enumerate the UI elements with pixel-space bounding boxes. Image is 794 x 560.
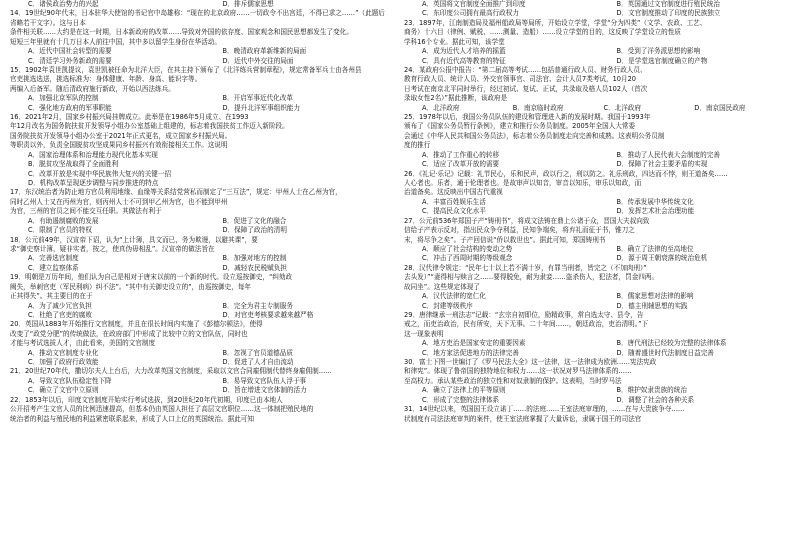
answer-option-row <box>10 104 391 113</box>
question-text-line: 19．明朝是万历年间，他们认为自己是相对于唐宋以前的一个新的时代。设立巡按御史，“纠劾政 <box>10 273 293 282</box>
answer-option-row <box>404 339 785 348</box>
question-text-line: 度的推行 <box>404 141 431 150</box>
answer-option: C．改革开放是实现中华民族伟大复兴的关键一招 <box>28 169 172 178</box>
answer-option: D．促进了人才自由流动 <box>222 358 294 367</box>
answer-option: C．杜绝了官吏的腐败 <box>28 310 92 319</box>
question-text-line: 录取女性2名）”据此推断，该政府是 <box>404 94 508 103</box>
question-text-line: 17．东汉统治者为防止地方官员利用地缘、血缘等关系结党营私而制定了“三互法”，规定：甲州人士在乙州为官， <box>10 188 342 197</box>
question-text-line: 28．汉代律令规定：“民年七十以上若不满十岁，有罪当刑者，皆完之（不加肉刑）” <box>404 263 647 272</box>
answer-option: C．限制了官员的特权 <box>28 226 92 235</box>
answer-option: B．完全为君主专制服务 <box>222 301 293 310</box>
question-text-line: 正其得失”。其主要目的在于 <box>10 292 93 301</box>
answer-option: D．排斥儒家思想 <box>222 0 274 8</box>
answer-option: C．地方家法促进地方的法律完善 <box>422 348 519 357</box>
answer-option: B．忽视了官员道德品质 <box>222 348 293 357</box>
answer-option-row <box>404 57 785 66</box>
answer-option-row <box>404 254 785 263</box>
question-text-line: 治道备矣。这反映出中国古代重视 <box>404 188 503 197</box>
question-text-line: 年12月改名为国务院扶贫开发领导小组办公室基础上组建的，标志着我国扶贫工作迈入新阶段。 <box>10 122 289 131</box>
question-text-line: 会通过《中华人民共和国公务员法》，标志着公务员制度走向完善和成熟。这表明公务员制 <box>404 131 665 140</box>
answer-option-row <box>10 217 391 226</box>
answer-option: B．加强对地方的控制 <box>222 254 287 263</box>
answer-option-row <box>404 386 785 395</box>
question-text-line: 14．19世纪90年代末，日本驻华大使馆的书记官中岛雄称：“现在的北京政府……一切政令不出宫廷，不得已求之……”（此题后省略若干文字）。这与日本 <box>10 9 385 27</box>
answer-option: A．顺应了社会结构的变动之势 <box>422 244 513 253</box>
answer-option-row <box>404 207 785 216</box>
answer-option: D．保障了社会主要矛盾的实现 <box>616 160 708 169</box>
answer-option-row <box>10 0 391 9</box>
answer-option: D．南京国民政府 <box>694 103 746 112</box>
answer-option: B．传承发展中华传统文化 <box>616 197 694 206</box>
question-text-line: 和律宪”。体现了鲁帝国的独特地位和权力……这一状况对罗马法律体系的…… <box>404 367 632 376</box>
answer-option: A．成为近代人才培养的摇篮 <box>422 47 506 56</box>
question-text-line: 人心者也。乐者，通于伦理者也。是故审声以知音，审音以知乐，审乐以知政，而 <box>404 179 642 188</box>
question-text-line: 信给子产表示反对，指出民众争夺利益，民知争端矣，将弃礼而征于书，锥刀之 <box>404 226 635 235</box>
answer-option: D．对官吏考核要求越来越严格 <box>222 310 314 319</box>
answer-option: B．促进了文化的融合 <box>222 216 287 225</box>
answer-option: C．提高民众文化水平 <box>422 207 486 216</box>
answer-option: C．确立了文官中立原则 <box>28 386 99 395</box>
answer-option: D．旨在增进文官体制的活力 <box>222 386 307 395</box>
answer-option-row <box>10 47 391 56</box>
answer-option: C．诸侯政治势力的兴起 <box>28 0 99 8</box>
answer-option: B．晚清政府革新维新的局面 <box>222 47 307 56</box>
answer-option-row <box>10 264 391 273</box>
question-text-line: 故同坐”。这些规定体现了 <box>404 282 480 291</box>
answer-option-row <box>404 396 785 405</box>
answer-option: A．为了减少冗官负担 <box>28 301 92 310</box>
question-text-line: 统治者的利益与殖民地的利益紧密联系起来，形成了人口上亿的英国统治。据此可知 <box>10 414 254 423</box>
answer-option: A．推动文官制度专业化 <box>28 348 99 357</box>
question-text-line: 23．1897年，江南制造局及福州船政局等局所，开始设立学堂，学堂“分为四类”（文学、农政、工艺、 <box>404 18 707 27</box>
answer-option: C．建立监察体系 <box>28 263 79 272</box>
answer-option: A．完善选官制度 <box>28 254 79 263</box>
question-text-line: 16．2021年2月，国家乡村振兴局挂牌成立。此举是在1986年5月成立、在1993 <box>10 113 249 122</box>
question-text-line: 短短三年里就有十几万日本人前往中国，其中多以留学生身份在华活动。 <box>10 37 221 46</box>
question-text-line: 条件相关联……大约是在这一时期，日本新政府的改革……导致对外国的依存度、国家观念和国民思想都发生了变化。 <box>10 28 353 37</box>
question-text-line: 为官，三州的官员之间不能交互任职。其做法有利于 <box>10 207 162 216</box>
answer-option-row <box>404 0 785 9</box>
answer-option: B．易导致文官队伍人浮于事 <box>222 376 307 385</box>
left-column <box>10 0 391 560</box>
answer-option: C．强化地方政府的军事职能 <box>28 103 112 112</box>
answer-option: B．开启军事近代化改革 <box>222 94 293 103</box>
answer-option-row <box>10 349 391 358</box>
answer-option-row <box>404 47 785 56</box>
answer-option: D．调整了社会的各种关系 <box>616 395 695 404</box>
answer-option: B．儒家思想对法律的影响 <box>616 292 694 301</box>
answer-option: A．确立了法律上的平等原则 <box>422 386 506 395</box>
answer-option: C．冲击了西周时期的等级观念 <box>422 254 513 263</box>
answer-option-row <box>404 245 785 254</box>
question-text-line: 等职责以外，负责全国脱贫攻坚成果同乡村振兴有效衔接相关工作。这说明 <box>10 141 228 150</box>
question-text-line: 29．唐律继承一刑法志”记载：“玄宗自初即位，励精政事，常自选太守、县令，告 <box>404 310 644 319</box>
question-text-line: 商务）十六目（律例、赋税、……测量、造船）……设立学堂的目的，这反映了学堂设立的性质 <box>404 28 681 37</box>
answer-option-row <box>404 292 785 301</box>
answer-option: A．丰富百姓娱乐生活 <box>422 197 486 206</box>
question-text-line: 至高权力。承认某些政治的独立性和对奴隶制的保护。这表明，当时罗马法 <box>404 376 622 385</box>
answer-option: D．源于周王朝衰落的统治危机 <box>616 254 708 263</box>
answer-option: D．近代中外交往的局面 <box>222 56 294 65</box>
answer-option: A．近代中国社会转型的需要 <box>28 47 112 56</box>
answer-option: A．英国将文官制度全面推广到印度 <box>422 0 526 8</box>
answer-option-row <box>404 302 785 311</box>
question-text-line: 31．14世纪以来，英国国王设立诺丁……的法庭……王室法庭审理的，……在与大贵族争夺…… <box>404 405 685 414</box>
question-text-line: 公开招考产生文官人员的比例迅速提高，但基本仍由英国人担任了高层文官职位……这一体制把殖民地的 <box>10 405 314 414</box>
answer-option: C．形成了完整的法律体系 <box>422 395 500 404</box>
answer-option: D．随着盛世时代法制度日益完善 <box>616 348 714 357</box>
answer-option: C．清廷学习外务新政的需要 <box>28 56 112 65</box>
answer-option: B．脱贫攻坚战取得了全面胜利 <box>28 160 119 169</box>
question-text-line: 颁布了《国家公务员暂行条例》，建立和推行公务员制度。2005年全国人大常委 <box>404 122 636 131</box>
answer-option: D．是学堂选官制度确立的产物 <box>616 56 708 65</box>
answer-option: C．具有近代高等教育的特征 <box>422 56 506 65</box>
question-text-line: 国务院扶贫开发领导小组办公室于2021年正式更名，成立国家乡村振兴局。 <box>10 131 232 140</box>
answer-option: A．有助遏制腐败的发展 <box>28 216 99 225</box>
answer-option: B．英国通过文官制度进行殖民统治 <box>616 0 720 8</box>
answer-option-row <box>10 94 391 103</box>
question-text-line: 日考试在南京北平同时举行，经过初试、复试、正试，共录取及格人员102人（首次 <box>404 84 648 93</box>
answer-option: B．维护奴隶贵族的统治 <box>616 386 687 395</box>
question-text-line: 21．20世纪70年代，撒切尔夫人上台后，大力改革英国文官制度，采取以文官合同雇佣制代替终身雇佣制…… <box>10 367 332 376</box>
question-text-line: 求“御史察计簿，疑非实者，按之，使真伪毋相乱”。汉宣帝的做法旨在 <box>10 244 215 253</box>
question-text-line: 改变了“政党分肥”的传统做法，在政府部门中形成了比较中立的文官队伍，同时也 <box>10 329 248 338</box>
question-text-line: 教育行政人员、统计人员、外交官领事官、司法官、会计人员7类考试，10月20 <box>404 75 636 84</box>
answer-option: A．导致文官队伍稳定性下降 <box>28 376 112 385</box>
answer-option: D．减轻农民税赋负担 <box>222 263 287 272</box>
question-text-line: 24．某政府公报中报告：“第二届高等考试……包括普通行政人员、财务行政人员、 <box>404 65 647 74</box>
question-text-line: 15．1902年袁世凯提议，袁世凯被任命为北洋大臣，在其主持下颁布了《北洋练兵营制章程》，规定常备军兵士由各州县 <box>10 65 362 74</box>
answer-option-row <box>404 160 785 169</box>
question-text-line: 两编入后备军。随后清政府施行新政，开始以西法练兵。 <box>10 84 175 93</box>
answer-option: C．北洋政府 <box>603 103 642 112</box>
right-column <box>404 0 785 560</box>
answer-option: B．唐代刑法已经较为完整的法律体系 <box>616 339 727 348</box>
answer-option: A．北洋政府 <box>422 103 460 112</box>
question-text-line: 戒之，而吏治政治，民有所安，天下无事。二十年间……，朝廷政治，吏治清明。”下 <box>404 320 649 329</box>
question-text-line: 22．1853年以后，印度文官制度开始实行考试选拔，到20世纪20年代初期，印度已由本地人 <box>10 395 283 404</box>
answer-option-row <box>10 386 391 395</box>
answer-option: B．受到了洋务派思想的影响 <box>616 47 701 56</box>
answer-option-row <box>10 254 391 263</box>
answer-option: B．推动了人民代表大会制度的完善 <box>616 150 720 159</box>
question-text-line: 18．公元前49年，汉宣帝下诏，认为“上计簿，具文而已，务为欺谩，以避其课”，要 <box>10 235 258 244</box>
question-text-line: 27．公元前536年郑国子产“铸刑书”，将成文法铸在鼎上公诸于众，晋国大夫叔向致 <box>404 216 650 225</box>
answer-option-row <box>404 104 785 113</box>
answer-option: A．汉代法律的宽仁化 <box>422 292 486 301</box>
question-text-line: 26．《礼记·乐记》记载：礼节民心，乐和民声，政以行之，刑以防之。礼乐刑政，四达而不悖，则王道备矣…… <box>404 169 728 178</box>
answer-option-row <box>10 377 391 386</box>
answer-option: B．确立了法律的至高地位 <box>616 244 694 253</box>
answer-option: C．加强了政府行政效能 <box>28 358 99 367</box>
answer-option: A．国家治理体系和治理能力现代化基本实现 <box>28 150 158 159</box>
answer-option-row <box>404 198 785 207</box>
question-text-line: 25．1978年以后，我国公务员队伍的建设和管理进入新的发展时期。我国于1993年 <box>404 113 651 122</box>
answer-option: D．保障了政治的清明 <box>222 226 287 235</box>
answer-option-row <box>404 349 785 358</box>
question-text-line: 30．富士下图一世编订了《罗马民法大全》这一法律，这一法律成为欧洲……宪法宪政 <box>404 358 657 367</box>
answer-option: D．德主刑辅思想的实践 <box>616 301 688 310</box>
answer-option: A．地方吏治是国家安定的重要因素 <box>422 339 526 348</box>
question-text-line: 才能与考试选拔人才，由此看来，美国的文官制度 <box>10 339 156 348</box>
answer-option: B．南京临时政府 <box>512 103 564 112</box>
answer-option: D．发挥艺术社会治理功能 <box>616 207 695 216</box>
answer-option: D．文官制度推动了印度的民族独立 <box>616 9 721 18</box>
answer-option: D．提升北洋军事组织能力 <box>222 103 301 112</box>
answer-option: C．封建等级秩序 <box>422 301 473 310</box>
answer-option-row <box>404 151 785 160</box>
question-text-line: 阙失，举刺官吏（军民利病）纠不法”。“其中有关御史设立的”，由巡按御史，每年 <box>10 282 252 291</box>
answer-option: A．推动了工作重心的转移 <box>422 150 500 159</box>
answer-option: C．东印度公司拥有最高行政权力 <box>422 9 519 18</box>
question-text-line: 学科16个专业。据此可知，该学堂 <box>404 37 505 46</box>
question-text-line: 末，将尽争之矣”。子产回信说“侨以救世也”。据此可知，郑国铸刑书 <box>404 235 606 244</box>
question-text-line: 同时乙州人士又在丙州为官，则丙州人士不可到甲乙州为官，也不能到甲州 <box>10 197 228 206</box>
question-text-line: 去头发）”“妻得相与赎言之……要得脱免，耐为隶妾……盗杀伤人，犯法者，罚金四两。 <box>404 273 659 282</box>
answer-option: C．适应了改革开放的需要 <box>422 160 500 169</box>
answer-option: D．机构改革呈现逐步调整与同步推进的特点 <box>28 179 159 188</box>
question-text-line: 这一现象表明 <box>404 329 444 338</box>
question-text-line: 20．英国从1883年开始推行文官制度，并且在很长时间内实施了《彭德尔顿法》，使得 <box>10 320 263 329</box>
answer-option: A．加强北京军队的控制 <box>28 94 99 103</box>
question-text-line: 官吏挑选选送，挑选标准为：身体健康、年龄、身高、能识字等。 <box>10 75 202 84</box>
answer-option-row <box>10 57 391 66</box>
answer-option-row <box>10 311 391 320</box>
answer-option-row <box>10 302 391 311</box>
question-text-line: 状制度有司法法庭审判的案件，使王室法庭掌握了大量诉讼，隶属于国王的司法官 <box>404 414 642 423</box>
answer-option-row <box>10 226 391 235</box>
answer-option-row <box>404 9 785 18</box>
